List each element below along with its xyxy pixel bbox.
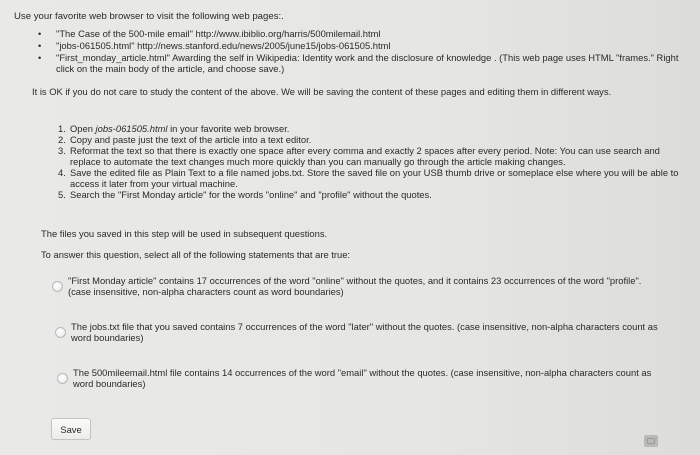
steps-list [58, 123, 683, 200]
step-item [58, 145, 683, 167]
link-text: "The Case of the 500-mile email" http://www.ibiblio.org/harris/500milemail.html [56, 28, 381, 39]
list-item[interactable] [38, 52, 688, 74]
option-checkbox[interactable] [57, 373, 68, 384]
save-button[interactable]: Save [51, 418, 91, 440]
option-label: The jobs.txt file that you saved contains 7 occurrences of the word "later" without the quotes. (case insensitive, non-alpha characters count as word boundaries) [71, 321, 658, 343]
bullet: • [38, 40, 42, 51]
step-number: 1. [58, 123, 66, 134]
window-icon[interactable] [644, 435, 658, 447]
option-label: The 500mileemail.html file contains 14 occurrences of the word "email" without the quotes. (case insensitive, non-alpha characters count as word boundaries) [73, 367, 652, 389]
ok-note: It is OK if you do not care to study the content of the above. We will be saving the content of these pages and editing them in different ways. [32, 86, 612, 97]
step-number: 4. [58, 167, 66, 178]
step-item [58, 189, 683, 200]
bullet: • [38, 28, 42, 39]
answer-instructions: To answer this question, select all of the following statements that are true: [41, 249, 351, 260]
step-text: Copy and paste just the text of the article into a text editor. [70, 134, 312, 145]
step-filename: jobs-061505.html [95, 123, 168, 134]
link-text: "jobs-061505.html" http://news.stanford.edu/news/2005/june15/jobs-061505.html [56, 40, 391, 51]
files-note: The files you saved in this step will be used in subsequent questions. [41, 228, 328, 239]
link-list [38, 28, 688, 75]
step-text-post: in your favorite web browser. [167, 123, 290, 134]
intro-text: Use your favorite web browser to visit the following web pages:. [14, 11, 284, 22]
link-text: "First_monday_article.html" Awarding the self in Wikipedia: Identity work and the disclosure of knowledge . (This web page uses HTML "frames." Right click on the main body of the article, and choose save.) [56, 52, 679, 74]
list-item[interactable] [38, 28, 688, 39]
step-text: Search the "First Monday article" for the words "online" and "profile" without the quotes. [70, 189, 432, 200]
bullet: • [38, 52, 42, 63]
step-text: Save the edited file as Plain Text to a file named jobs.txt. Store the saved file on your USB thumb drive or someplace else where you will be able to access it later from your virtual machine. [70, 167, 679, 189]
step-number: 5. [58, 189, 66, 200]
step-item [58, 167, 683, 189]
option-checkbox[interactable] [55, 327, 66, 338]
option-label: "First Monday article" contains 17 occurrences of the word "online" without the quotes, and it contains 23 occurrences of the word "profile". (case insensitive, non-alpha characters count as word boundaries) [68, 275, 642, 297]
step-number: 3. [58, 145, 66, 156]
step-text-pre: Open [70, 123, 96, 134]
step-item [58, 134, 683, 145]
step-item [58, 123, 683, 134]
step-text: Reformat the text so that there is exactly one space after every comma and exactly 2 spaces after every period. Note: You can use search and replace to automate the text changes much more quickly than you can manually go through the article making changes. [70, 145, 660, 167]
step-number: 2. [58, 134, 66, 145]
option-checkbox[interactable] [52, 281, 63, 292]
list-item[interactable] [38, 40, 688, 51]
